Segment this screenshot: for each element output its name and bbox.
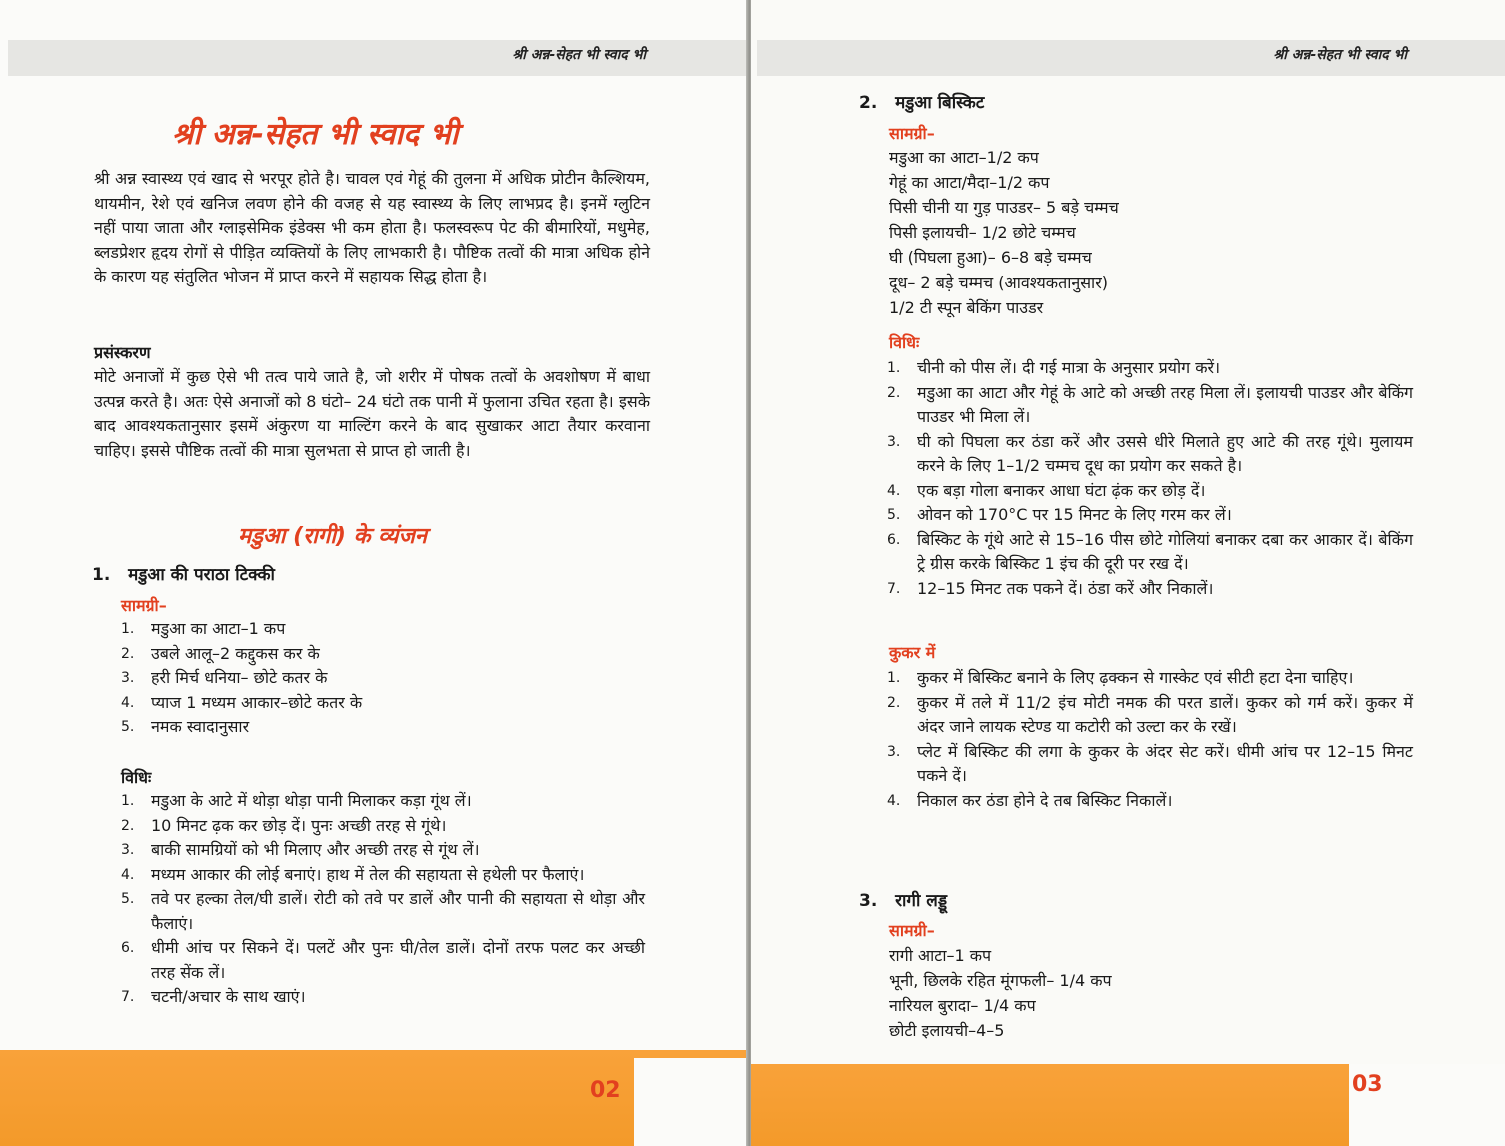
running-title: श्री अन्न-सेहत भी स्वाद भी: [512, 47, 646, 63]
cooker-label: कुकर में: [889, 643, 936, 662]
list-item: 2. मडुआ का आटा और गेहूं के आटे को अच्छी तरह मिला लें। इलायची पाउडर और बेकिंग पाउडर भी मिला लें।: [887, 382, 1413, 426]
list-item: 2. उबले आलू–2 कद्दुकस कर के: [121, 643, 320, 663]
list-item: दूध– 2 बड़े चम्मच (आवश्यकतानुसार): [889, 273, 1108, 292]
recipe-1-ingredients-label: सामग्री–: [121, 596, 167, 615]
list-item: 1/2 टी स्पून बेकिंग पाउडर: [889, 298, 1044, 317]
recipe-3-number: 3.: [859, 891, 878, 911]
list-item: 5. ओवन को 170°C पर 15 मिनट के लिए गरम कर लें।: [887, 505, 1232, 524]
page-number: 03: [1352, 1072, 1383, 1097]
processing-paragraph: मोटे अनाजों में कुछ ऐसे भी तत्व पाये जाते है, जो शरीर में पोषक तत्वों के अवशोषण में बाधा उत्पन्न करते है। अतः ऐसे अनाजों को 8 घंटो– 24 घंटो तक पानी में फुलाना उचित रहता है। इसके बाद आवश्यकतानुसार इसमें अंकुरण या माल्टिंग करने के बाद सुखाकर आटा तैयार करवाना चाहिए। इससे पौष्टिक तत्वों की मात्रा सुलभता से प्राप्त हो जाती है।: [94, 367, 650, 460]
recipe-1-number: 1.: [92, 565, 111, 585]
dishes-title: मडुआ (रागी) के व्यंजन: [238, 524, 427, 549]
recipe-1-heading: [92, 562, 275, 585]
left-page: [0, 0, 748, 1146]
list-item: छोटी इलायची–4–5: [889, 1021, 1005, 1040]
list-item: 1. मडुआ का आटा–1 कप: [121, 619, 286, 638]
recipe-2-heading: [859, 90, 984, 113]
right-page: [751, 0, 1505, 1146]
list-item: 1. मडुआ के आटे में थोड़ा थोड़ा पानी मिलाकर कड़ा गूंथ लें।: [121, 791, 472, 810]
recipe-2-ingredients-label: सामग्री–: [889, 124, 935, 143]
running-title: श्री अन्न-सेहत भी स्वाद भी: [1273, 47, 1407, 63]
list-item: 7. 12–15 मिनट तक पकने दें। ठंडा करें और निकालें।: [887, 578, 1214, 598]
list-item: 5. तवे पर हल्का तेल/घी डालें। रोटी को तवे पर डालें और पानी की सहायता से थोड़ा और फैलाएं।: [121, 889, 645, 933]
list-item: पिसी इलायची– 1/2 छोटे चम्मच: [889, 223, 1076, 242]
recipe-1-method: [121, 789, 645, 1010]
recipe-1-title: मडुआ की पराठा टिक्की: [128, 565, 275, 585]
recipe-3-ingredients: [889, 943, 1449, 1043]
processing-heading: प्रसंस्करण: [94, 343, 151, 362]
recipe-3-title: रागी लड्डू: [895, 891, 948, 911]
list-item: मडुआ का आटा–1/2 कप: [889, 148, 1039, 167]
cooker-method: [887, 666, 1413, 813]
list-item: गेहूं का आटा/मैदा–1/2 कप: [889, 173, 1050, 192]
list-item: 3. बाकी सामग्रियों को भी मिलाए और अच्छी तरह से गूंथ लें।: [121, 840, 480, 859]
list-item: नारियल बुरादा– 1/4 कप: [889, 996, 1036, 1015]
list-item: 1. कुकर में बिस्किट बनाने के लिए ढ़क्कन से गास्केट एवं सीटी हटा देना चाहिए।: [887, 668, 1354, 687]
recipe-2-method: [887, 356, 1413, 601]
recipe-3-heading: [859, 888, 947, 911]
recipe-1-method-label: विधिः: [121, 768, 152, 787]
list-item: 4. प्याज 1 मध्यम आकार–छोटे कतर के: [121, 692, 363, 712]
list-item: 1. चीनी को पीस लें। दी गई मात्रा के अनुसार प्रयोग करें।: [887, 358, 1221, 377]
list-item: 2. कुकर में तले में 11/2 इंच मोटी नमक की परत डालें। कुकर को गर्म करें। कुकर में अंदर जाने लायक स्टेण्ड या कटोरी को उल्टा कर के रखें।: [887, 692, 1413, 736]
list-item: 4. निकाल कर ठंडा होने दे तब बिस्किट निकालें।: [887, 790, 1173, 810]
list-item: भूनी, छिलके रहित मूंगफली– 1/4 कप: [889, 971, 1112, 990]
recipe-2-number: 2.: [859, 93, 878, 113]
list-item: 2. 10 मिनट ढ़क कर छोड़ दें। पुनः अच्छी तरह से गूंथे।: [121, 815, 447, 835]
intro-paragraph: श्री अन्न स्वास्थ्य एवं खाद से भरपूर होते है। चावल एवं गेहूं की तुलना में अधिक प्रोटीन कैल्शियम, थायमीन, रेशे एवं खनिज लवण होने की वजह से यह स्वास्थ्य के लिए लाभप्रद है। इनमें ग्लुटिन नहीं पाया जाता और ग्लाइसेमिक इंडेक्स भी कम होता है। फलस्वरूप पेट की बीमारियों, मधुमेह, ब्लडप्रेशर हृदय रोगों से पीड़ित व्यक्तियों के लिए लाभकारी है। पौष्टिक तत्वों की मात्रा अधिक होने के कारण यह संतुलित भोजन में प्राप्त करने में सहायक सिद्ध होता है।: [94, 169, 650, 286]
page-title: श्री अन्न-सेहत भी स्वाद भी: [172, 117, 459, 152]
list-item: 7. चटनी/अचार के साथ खाएं।: [121, 987, 306, 1006]
list-item: रागी आटा–1 कप: [889, 946, 992, 965]
list-item: 5. नमक स्वादानुसार: [121, 717, 250, 736]
recipe-1-ingredients: [121, 617, 641, 740]
recipe-3-ingredients-label: सामग्री–: [889, 921, 935, 940]
list-item: पिसी चीनी या गुड़ पाउडर– 5 बड़े चम्मच: [889, 198, 1119, 217]
recipe-2-title: मडुआ बिस्किट: [895, 93, 985, 113]
recipe-2-method-label: विधिः: [889, 333, 920, 352]
list-item: 6. बिस्किट के गूंथे आटे से 15–16 पीस छोटे गोलियां बनाकर दबा कर आकार दें। बेकिंग ट्रे ग्रीस करके बिस्किट 1 इंच की दूरी पर रख दें।: [887, 529, 1413, 573]
list-item: 3. प्लेट में बिस्किट की लगा के कुकर के अंदर सेट करें। धीमी आंच पर 12–15 मिनट पकने दें।: [887, 741, 1413, 785]
list-item: घी (पिघला हुआ)– 6–8 बड़े चम्मच: [889, 248, 1092, 267]
recipe-2-ingredients: [889, 145, 1449, 320]
list-item: 6. धीमी आंच पर सिकने दें। पलटें और पुनः घी/तेल डालें। दोनों तरफ पलट कर अच्छी तरह सेंक लें।: [121, 938, 645, 982]
list-item: 4. मध्यम आकार की लोई बनाएं। हाथ में तेल की सहायता से हथेली पर फैलाएं।: [121, 864, 585, 884]
list-item: 3. हरी मिर्च धनिया– छोटे कतर के: [121, 668, 328, 687]
page-number: 02: [590, 1078, 621, 1103]
list-item: 3. घी को पिघला कर ठंडा करें और उससे धीरे मिलाते हुए आटे की तरह गूंथे। मुलायम करने के लिए 1–1/2 चम्मच दूध का प्रयोग कर सकते है।: [887, 431, 1413, 475]
footer-notch: [634, 1058, 748, 1146]
list-item: 4. एक बड़ा गोला बनाकर आधा घंटा ढ़ंक कर छोड़ दें।: [887, 480, 1206, 500]
